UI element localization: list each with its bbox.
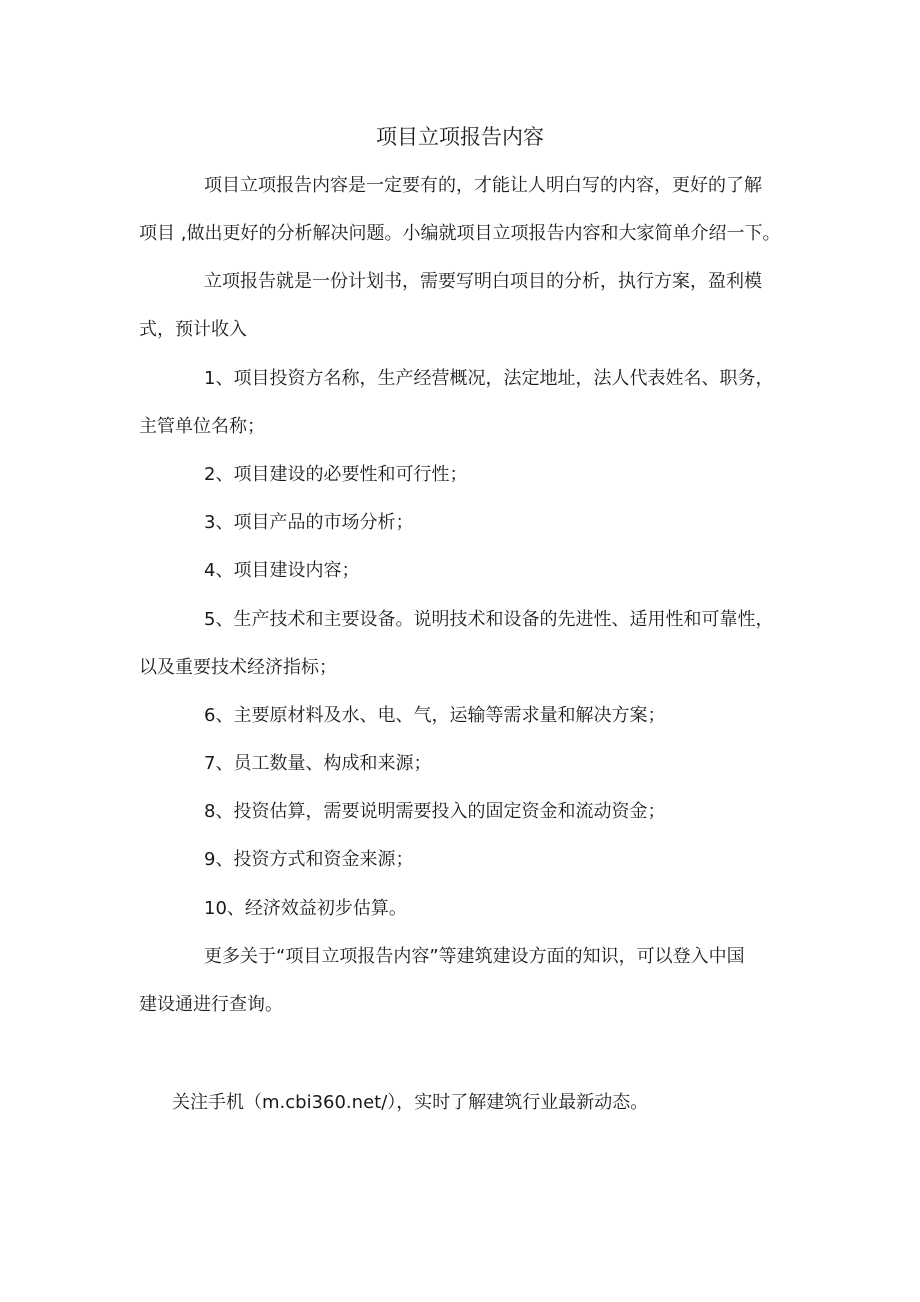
list-item-7: 7、员工数量、构成和来源； [204, 753, 432, 774]
paragraph-definition-line2: 式，预计收入 [139, 319, 247, 340]
list-item-3: 3、项目产品的市场分析； [204, 512, 414, 533]
list-item-9: 9、投资方式和资金来源； [204, 849, 414, 870]
footer-note: 关注手机（m.cbi360.net/），实时了解建筑行业最新动态。 [172, 1092, 649, 1113]
list-item-8: 8、投资估算，需要说明需要投入的固定资金和流动资金； [204, 801, 666, 822]
document-title: 项目立项报告内容 [376, 125, 544, 149]
paragraph-intro-line1: 项目立项报告内容是一定要有的，才能让人明白写的内容，更好的了解 [204, 175, 762, 196]
paragraph-more-info-line1: 更多关于“项目立项报告内容”等建筑建设方面的知识，可以登入中国 [204, 946, 745, 967]
list-item-6: 6、主要原材料及水、电、气，运输等需求量和解决方案； [204, 705, 666, 726]
list-item-5-line1: 5、生产技术和主要设备。说明技术和设备的先进性、适用性和可靠性， [204, 609, 774, 630]
list-item-1-line1: 1、项目投资方名称，生产经营概况，法定地址，法人代表姓名、职务， [204, 368, 774, 389]
list-item-1-line2: 主管单位名称； [139, 416, 265, 437]
list-item-2: 2、项目建设的必要性和可行性； [204, 464, 468, 485]
list-item-5-line2: 以及重要技术经济指标； [139, 657, 337, 678]
list-item-10: 10、经济效益初步估算。 [204, 898, 407, 919]
paragraph-more-info-line2: 建设通进行查询。 [139, 994, 283, 1015]
paragraph-intro-line2: 项目 ,做出更好的分析解决问题。小编就项目立项报告内容和大家简单介绍一下。 [139, 223, 781, 244]
paragraph-definition-line1: 立项报告就是一份计划书，需要写明白项目的分析，执行方案，盈利模 [204, 271, 762, 292]
list-item-4: 4、项目建设内容； [204, 560, 360, 581]
